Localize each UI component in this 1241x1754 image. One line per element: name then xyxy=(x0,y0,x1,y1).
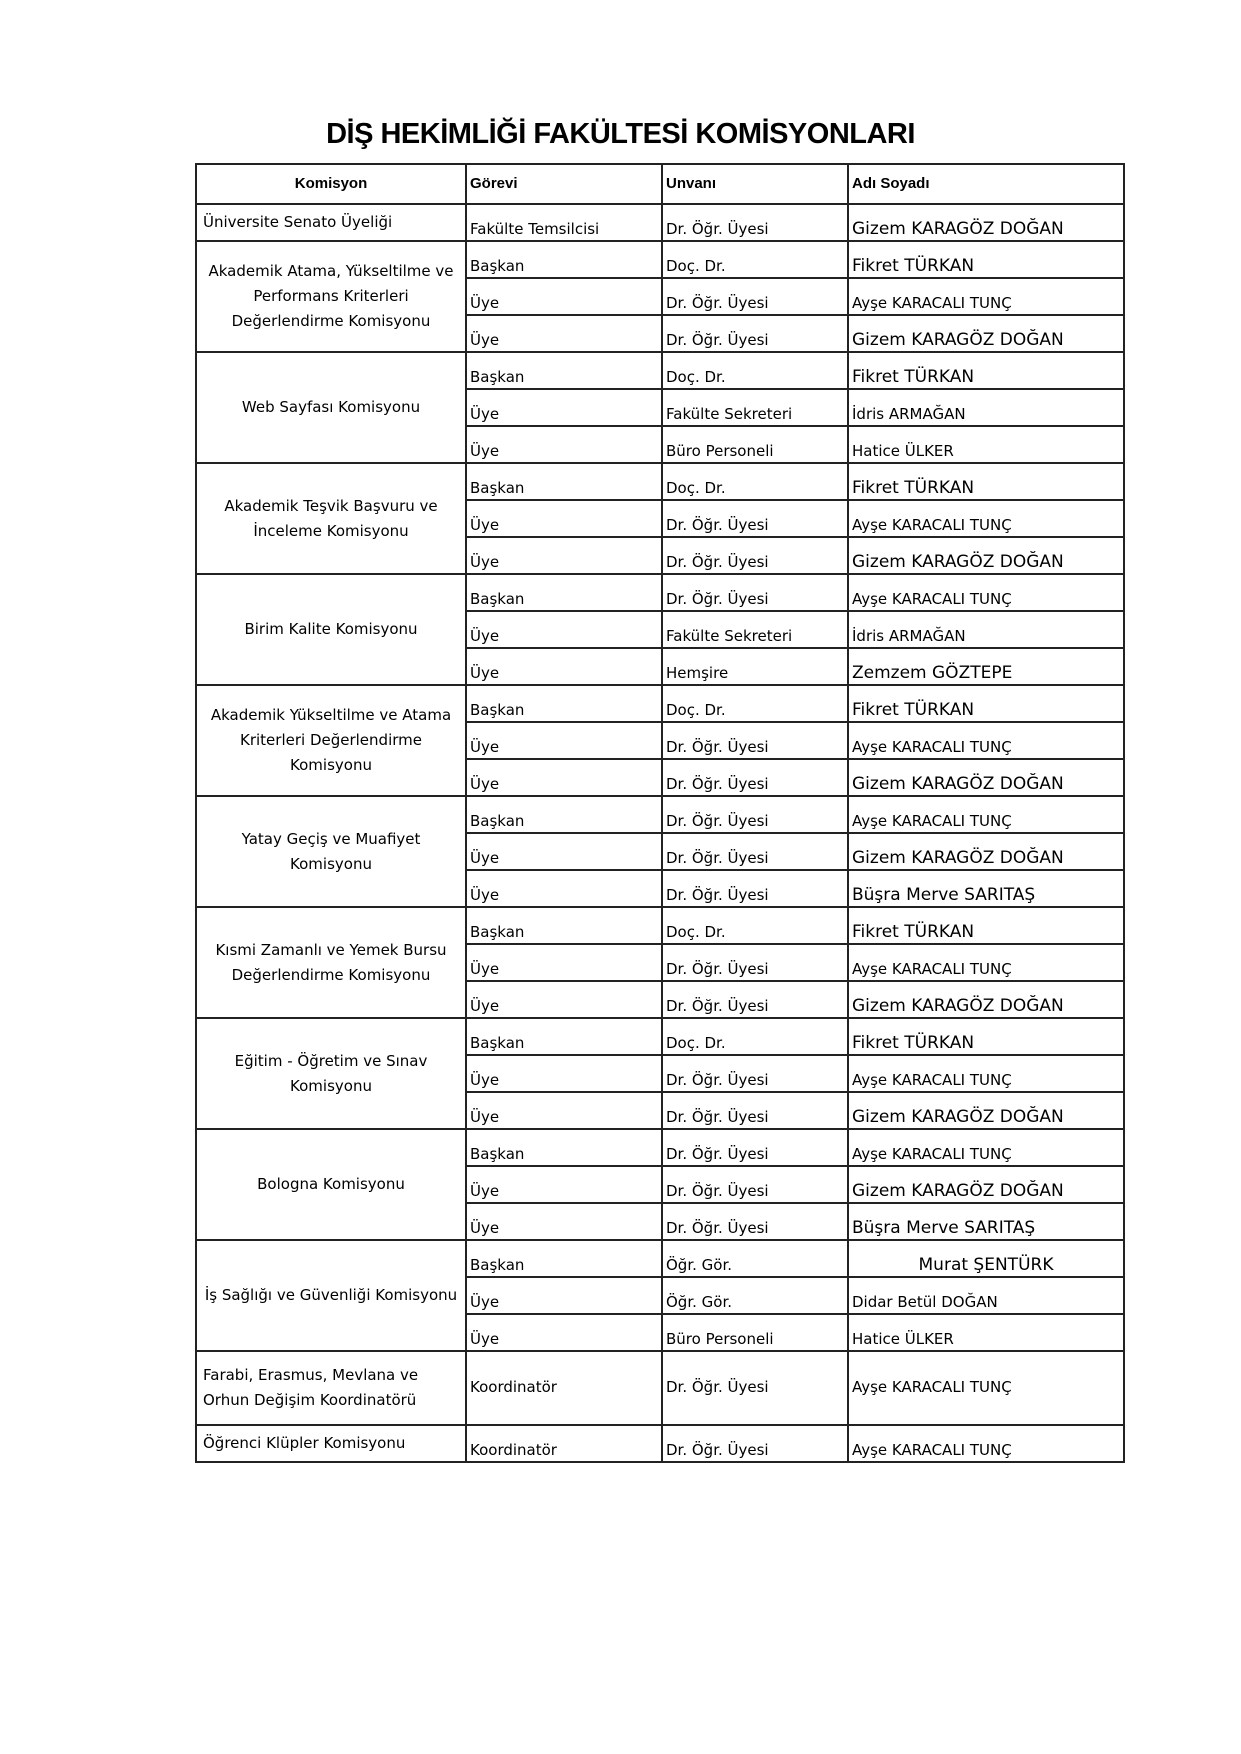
member-role: Başkan xyxy=(466,352,662,389)
member-name: Gizem KARAGÖZ DOĞAN xyxy=(848,537,1124,574)
committee-name: Öğrenci Klüpler Komisyonu xyxy=(196,1425,466,1462)
member-role: Üye xyxy=(466,759,662,796)
table-row xyxy=(196,574,1124,611)
table-row xyxy=(196,1129,1124,1166)
header-adi-soyadi: Adı Soyadı xyxy=(848,164,1124,204)
member-role: Üye xyxy=(466,1055,662,1092)
member-name: İdris ARMAĞAN xyxy=(848,389,1124,426)
header-komisyon: Komisyon xyxy=(196,164,466,204)
member-role: Üye xyxy=(466,1166,662,1203)
committee-name: Akademik Teşvik Başvuru ve İnceleme Komisyonu xyxy=(196,463,466,574)
member-role: Üye xyxy=(466,315,662,352)
committee-name: Üniversite Senato Üyeliği xyxy=(196,204,466,241)
member-title: Fakülte Sekreteri xyxy=(662,611,848,648)
table-row xyxy=(196,685,1124,722)
member-name: Hatice ÜLKER xyxy=(848,1314,1124,1351)
member-title: Doç. Dr. xyxy=(662,463,848,500)
member-role: Üye xyxy=(466,278,662,315)
member-title: Dr. Öğr. Üyesi xyxy=(662,537,848,574)
table-row xyxy=(196,204,1124,241)
member-title: Dr. Öğr. Üyesi xyxy=(662,1166,848,1203)
member-name: Gizem KARAGÖZ DOĞAN xyxy=(848,315,1124,352)
member-name: Büşra Merve SARITAŞ xyxy=(848,870,1124,907)
committee-name: İş Sağlığı ve Güvenliği Komisyonu xyxy=(196,1240,466,1351)
member-name: Didar Betül DOĞAN xyxy=(848,1277,1124,1314)
member-name: Gizem KARAGÖZ DOĞAN xyxy=(848,1166,1124,1203)
table-row xyxy=(196,463,1124,500)
member-role: Üye xyxy=(466,722,662,759)
member-title: Doç. Dr. xyxy=(662,685,848,722)
member-name: Büşra Merve SARITAŞ xyxy=(848,1203,1124,1240)
committee-name: Birim Kalite Komisyonu xyxy=(196,574,466,685)
member-role: Koordinatör xyxy=(466,1425,662,1462)
member-title: Büro Personeli xyxy=(662,426,848,463)
member-name: Ayşe KARACALI TUNÇ xyxy=(848,944,1124,981)
member-role: Başkan xyxy=(466,574,662,611)
table-row xyxy=(196,907,1124,944)
member-name: Fikret TÜRKAN xyxy=(848,685,1124,722)
member-name: Ayşe KARACALI TUNÇ xyxy=(848,1129,1124,1166)
member-name: Fikret TÜRKAN xyxy=(848,1018,1124,1055)
member-name: Gizem KARAGÖZ DOĞAN xyxy=(848,759,1124,796)
member-name: Ayşe KARACALI TUNÇ xyxy=(848,278,1124,315)
committee-name: Kısmi Zamanlı ve Yemek Bursu Değerlendirme Komisyonu xyxy=(196,907,466,1018)
member-role: Üye xyxy=(466,1314,662,1351)
member-name: Ayşe KARACALI TUNÇ xyxy=(848,574,1124,611)
member-role: Başkan xyxy=(466,463,662,500)
member-title: Dr. Öğr. Üyesi xyxy=(662,500,848,537)
member-title: Hemşire xyxy=(662,648,848,685)
member-role: Üye xyxy=(466,648,662,685)
member-name: Zemzem GÖZTEPE xyxy=(848,648,1124,685)
committees-table xyxy=(195,163,1125,1463)
member-role: Üye xyxy=(466,1203,662,1240)
member-role: Üye xyxy=(466,870,662,907)
member-role: Başkan xyxy=(466,1240,662,1277)
member-role: Başkan xyxy=(466,1129,662,1166)
member-role: Üye xyxy=(466,833,662,870)
member-title: Dr. Öğr. Üyesi xyxy=(662,759,848,796)
table-row xyxy=(196,1351,1124,1425)
member-role: Başkan xyxy=(466,685,662,722)
member-role: Fakülte Temsilcisi xyxy=(466,204,662,241)
member-role: Üye xyxy=(466,611,662,648)
member-role: Üye xyxy=(466,500,662,537)
member-role: Üye xyxy=(466,981,662,1018)
member-title: Dr. Öğr. Üyesi xyxy=(662,870,848,907)
member-role: Koordinatör xyxy=(466,1351,662,1425)
table-row xyxy=(196,796,1124,833)
table-row xyxy=(196,1018,1124,1055)
member-name: Murat ŞENTÜRK xyxy=(848,1240,1124,1277)
member-title: Dr. Öğr. Üyesi xyxy=(662,278,848,315)
member-title: Dr. Öğr. Üyesi xyxy=(662,722,848,759)
member-name: Ayşe KARACALI TUNÇ xyxy=(848,1351,1124,1425)
committee-name: Bologna Komisyonu xyxy=(196,1129,466,1240)
member-title: Dr. Öğr. Üyesi xyxy=(662,315,848,352)
member-title: Dr. Öğr. Üyesi xyxy=(662,574,848,611)
member-name: Gizem KARAGÖZ DOĞAN xyxy=(848,981,1124,1018)
member-title: Dr. Öğr. Üyesi xyxy=(662,833,848,870)
table-row xyxy=(196,241,1124,278)
committee-name: Akademik Yükseltilme ve Atama Kriterleri Değerlendirme Komisyonu xyxy=(196,685,466,796)
member-title: Dr. Öğr. Üyesi xyxy=(662,796,848,833)
member-title: Dr. Öğr. Üyesi xyxy=(662,1425,848,1462)
committee-name: Yatay Geçiş ve Muafiyet Komisyonu xyxy=(196,796,466,907)
member-title: Dr. Öğr. Üyesi xyxy=(662,1129,848,1166)
member-role: Üye xyxy=(466,537,662,574)
member-title: Öğr. Gör. xyxy=(662,1240,848,1277)
table-row xyxy=(196,352,1124,389)
member-title: Dr. Öğr. Üyesi xyxy=(662,1203,848,1240)
member-title: Dr. Öğr. Üyesi xyxy=(662,204,848,241)
member-role: Başkan xyxy=(466,907,662,944)
member-title: Dr. Öğr. Üyesi xyxy=(662,944,848,981)
member-name: İdris ARMAĞAN xyxy=(848,611,1124,648)
member-role: Başkan xyxy=(466,1018,662,1055)
member-title: Doç. Dr. xyxy=(662,907,848,944)
member-name: Gizem KARAGÖZ DOĞAN xyxy=(848,833,1124,870)
member-title: Büro Personeli xyxy=(662,1314,848,1351)
member-name: Ayşe KARACALI TUNÇ xyxy=(848,1055,1124,1092)
header-unvani: Unvanı xyxy=(662,164,848,204)
committee-name: Eğitim - Öğretim ve Sınav Komisyonu xyxy=(196,1018,466,1129)
member-name: Fikret TÜRKAN xyxy=(848,352,1124,389)
member-title: Dr. Öğr. Üyesi xyxy=(662,1055,848,1092)
member-role: Üye xyxy=(466,944,662,981)
member-name: Ayşe KARACALI TUNÇ xyxy=(848,1425,1124,1462)
member-title: Dr. Öğr. Üyesi xyxy=(662,1351,848,1425)
member-title: Doç. Dr. xyxy=(662,352,848,389)
table-row xyxy=(196,1425,1124,1462)
member-title: Dr. Öğr. Üyesi xyxy=(662,1092,848,1129)
member-title: Öğr. Gör. xyxy=(662,1277,848,1314)
committee-name: Farabi, Erasmus, Mevlana ve Orhun Değişim Koordinatörü xyxy=(196,1351,466,1425)
member-name: Ayşe KARACALI TUNÇ xyxy=(848,500,1124,537)
table-header-row xyxy=(196,164,1124,204)
member-title: Dr. Öğr. Üyesi xyxy=(662,981,848,1018)
page-title: DİŞ HEKİMLİĞİ FAKÜLTESİ KOMİSYONLARI xyxy=(326,118,915,150)
member-name: Fikret TÜRKAN xyxy=(848,907,1124,944)
table-row xyxy=(196,1240,1124,1277)
member-role: Üye xyxy=(466,1277,662,1314)
member-name: Gizem KARAGÖZ DOĞAN xyxy=(848,204,1124,241)
member-name: Ayşe KARACALI TUNÇ xyxy=(848,722,1124,759)
member-role: Üye xyxy=(466,389,662,426)
member-role: Başkan xyxy=(466,241,662,278)
member-name: Fikret TÜRKAN xyxy=(848,463,1124,500)
member-role: Üye xyxy=(466,1092,662,1129)
header-gorevi: Görevi xyxy=(466,164,662,204)
member-title: Doç. Dr. xyxy=(662,1018,848,1055)
committee-name: Web Sayfası Komisyonu xyxy=(196,352,466,463)
member-name: Gizem KARAGÖZ DOĞAN xyxy=(848,1092,1124,1129)
committee-name: Akademik Atama, Yükseltilme ve Performans Kriterleri Değerlendirme Komisyonu xyxy=(196,241,466,352)
member-name: Hatice ÜLKER xyxy=(848,426,1124,463)
member-name: Ayşe KARACALI TUNÇ xyxy=(848,796,1124,833)
member-title: Fakülte Sekreteri xyxy=(662,389,848,426)
member-title: Doç. Dr. xyxy=(662,241,848,278)
committees-body xyxy=(196,204,1124,1462)
member-role: Üye xyxy=(466,426,662,463)
member-name: Fikret TÜRKAN xyxy=(848,241,1124,278)
member-role: Başkan xyxy=(466,796,662,833)
